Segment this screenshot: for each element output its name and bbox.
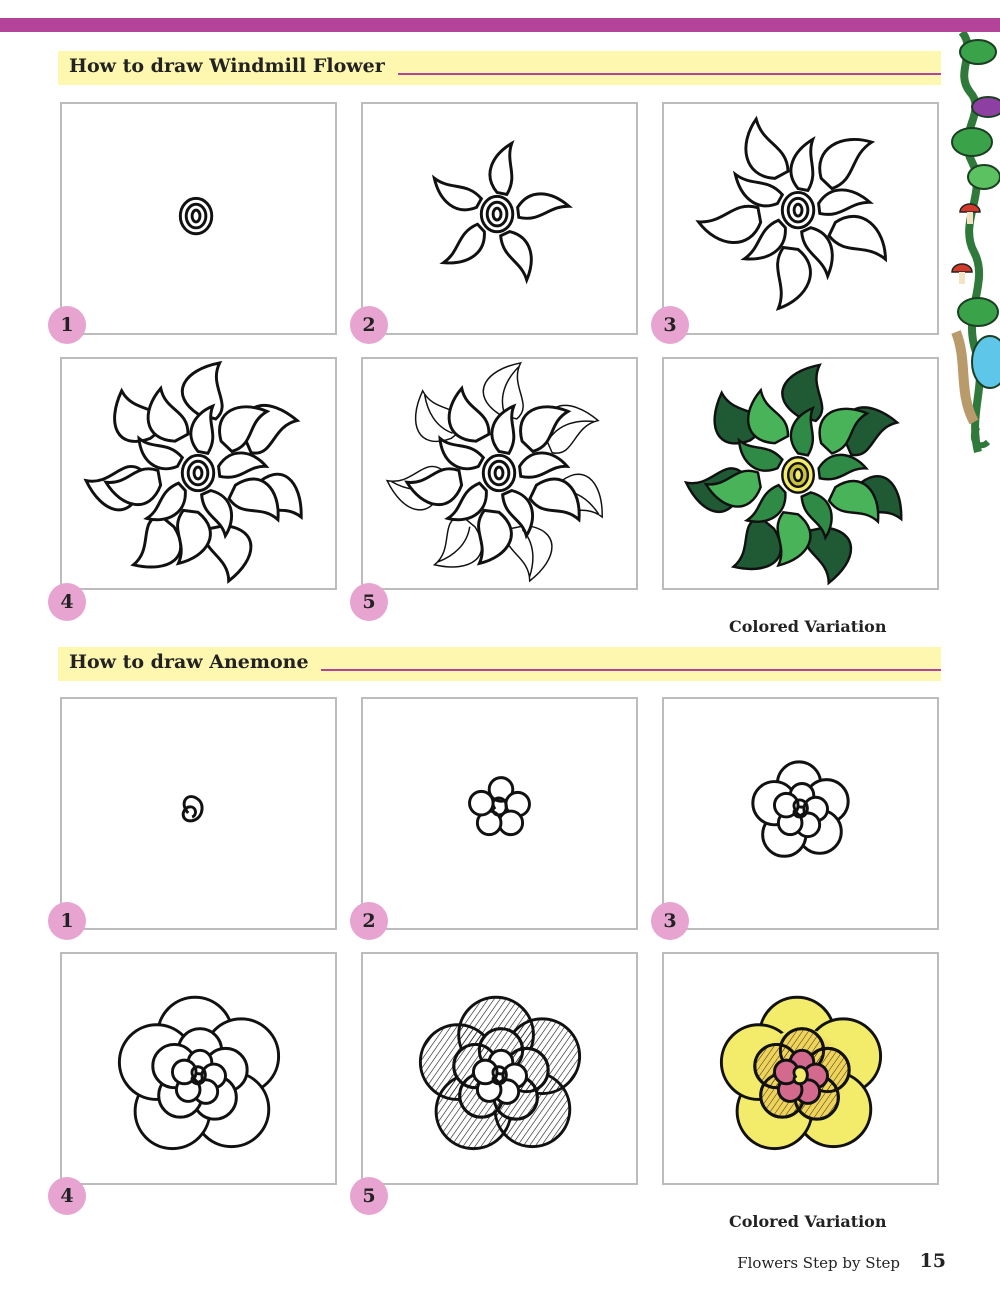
- floral-border-illustration: [948, 32, 1000, 472]
- windmill-step-2-drawing: [363, 104, 636, 333]
- anemone-colored-panel: [662, 952, 939, 1185]
- colored-variation-caption: Colored Variation: [729, 617, 887, 636]
- step-badge: 5: [350, 583, 388, 621]
- windmill-step-4-drawing: [62, 359, 335, 588]
- windmill-step-3-panel: [662, 102, 939, 335]
- anemone-step-3-drawing: [664, 699, 937, 928]
- windmill-step-1-drawing: [62, 104, 335, 333]
- step-badge: 3: [651, 306, 689, 344]
- anemone-step-3-panel: [662, 697, 939, 930]
- section-title: How to draw Windmill Flower: [69, 55, 385, 77]
- anemone-step-5-drawing: [363, 954, 636, 1183]
- top-accent-bar: [0, 18, 1000, 32]
- anemone-step-4-drawing: [62, 954, 335, 1183]
- anemone-step-4-panel: [60, 952, 337, 1185]
- anemone-step-2-drawing: [363, 699, 636, 928]
- header-rule: [398, 73, 941, 75]
- page-number: 15: [919, 1250, 946, 1272]
- step-badge: 1: [48, 902, 86, 940]
- header-rule: [321, 669, 941, 671]
- step-badge: 4: [48, 1177, 86, 1215]
- section-title: How to draw Anemone: [69, 651, 309, 673]
- footer-book-title: Flowers Step by Step: [737, 1254, 900, 1272]
- step-badge: 4: [48, 583, 86, 621]
- step-badge: 1: [48, 306, 86, 344]
- windmill-step-4-panel: [60, 357, 337, 590]
- anemone-step-1-panel: [60, 697, 337, 930]
- windmill-step-5-panel: [361, 357, 638, 590]
- step-badge: 2: [350, 306, 388, 344]
- anemone-step-2-panel: [361, 697, 638, 930]
- windmill-step-5-drawing: [363, 359, 636, 588]
- anemone-step-1-drawing: [62, 699, 335, 928]
- windmill-colored-panel: [662, 357, 939, 590]
- windmill-step-1-panel: [60, 102, 337, 335]
- section-header-windmill: [58, 51, 941, 85]
- windmill-colored-drawing: [664, 359, 937, 588]
- anemone-colored-drawing: [664, 954, 937, 1183]
- colored-variation-caption: Colored Variation: [729, 1212, 887, 1231]
- step-badge: 5: [350, 1177, 388, 1215]
- step-badge: 2: [350, 902, 388, 940]
- anemone-step-5-panel: [361, 952, 638, 1185]
- windmill-step-2-panel: [361, 102, 638, 335]
- step-badge: 3: [651, 902, 689, 940]
- windmill-step-3-drawing: [664, 104, 937, 333]
- section-header-anemone: [58, 647, 941, 681]
